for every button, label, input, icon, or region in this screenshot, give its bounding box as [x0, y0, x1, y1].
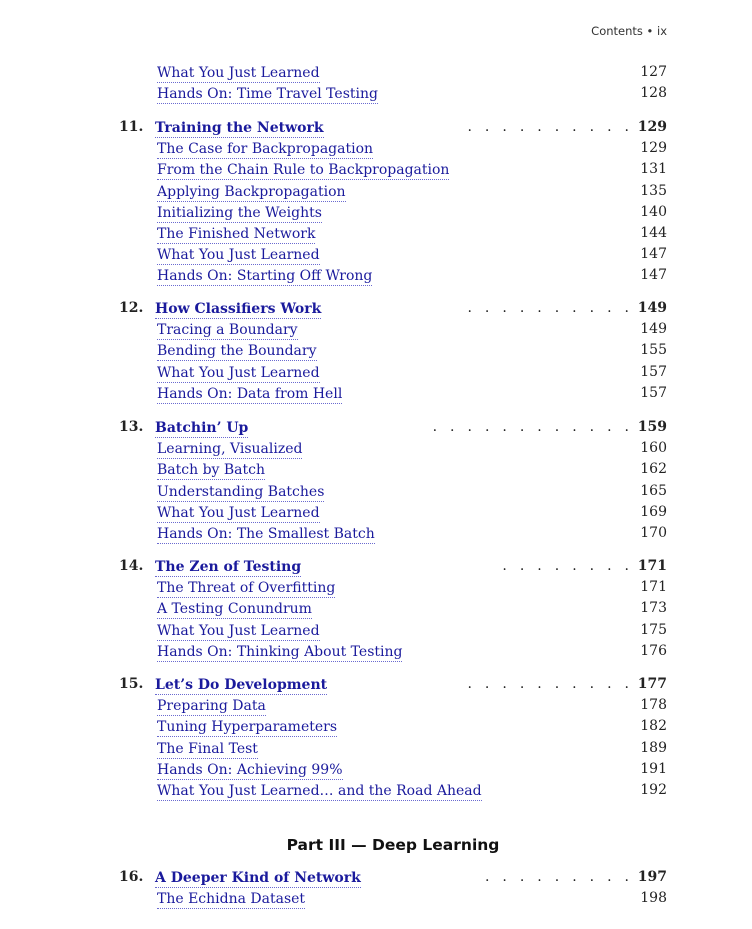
- section-title-link[interactable]: Hands On: The Smallest Batch: [157, 525, 375, 542]
- section-entry[interactable]: [0, 579, 752, 600]
- section-title-link[interactable]: The Finished Network: [157, 225, 316, 242]
- section-entry[interactable]: [0, 267, 752, 288]
- section-title-link[interactable]: What You Just Learned: [157, 622, 320, 639]
- section-entry[interactable]: [0, 643, 752, 664]
- section-page-number: 147: [640, 267, 667, 284]
- chapter-entry[interactable]: [0, 869, 752, 890]
- section-entry[interactable]: [0, 504, 752, 525]
- section-entry[interactable]: [0, 225, 752, 246]
- dot-leader: ..........: [467, 300, 642, 316]
- dot-leader: ..........: [467, 119, 642, 135]
- section-page-number: 157: [640, 363, 667, 380]
- section-page-number: 173: [640, 600, 667, 617]
- section-page-number: 175: [640, 621, 667, 638]
- section-title-link[interactable]: What You Just Learned: [157, 504, 320, 521]
- part-heading: Part III — Deep Learning: [286, 836, 500, 854]
- section-entry[interactable]: [0, 890, 752, 911]
- chapter-group: [0, 419, 752, 546]
- chapter-entry[interactable]: [0, 119, 752, 140]
- section-entry[interactable]: [0, 321, 752, 342]
- section-page-number: 149: [640, 321, 667, 338]
- section-title-link[interactable]: Tracing a Boundary: [157, 322, 298, 339]
- section-page-number: 182: [640, 718, 667, 735]
- section-title-link[interactable]: The Case for Backpropagation: [157, 141, 374, 158]
- dot-leader: ..........: [467, 676, 642, 692]
- section-page-number: 178: [640, 697, 667, 714]
- section-entry[interactable]: [0, 461, 752, 482]
- chapter-title-link[interactable]: Let’s Do Development: [155, 677, 328, 693]
- section-page-number: 160: [640, 440, 667, 457]
- section-page-number: 144: [640, 224, 667, 241]
- chapter-page-number: 149: [637, 300, 667, 316]
- section-page-number: 128: [640, 85, 667, 102]
- section-title-link[interactable]: Hands On: Achieving 99%: [157, 761, 343, 778]
- chapter-title-link[interactable]: Batchin’ Up: [155, 420, 249, 436]
- chapter-group: [0, 558, 752, 664]
- section-title-link[interactable]: From the Chain Rule to Backpropagation: [157, 162, 450, 179]
- section-page-number: 127: [640, 64, 667, 80]
- chapter-number: 15.: [119, 676, 144, 692]
- section-page-number: 162: [640, 461, 667, 478]
- section-title-link[interactable]: What You Just Learned: [157, 364, 320, 381]
- section-title-link[interactable]: Bending the Boundary: [157, 343, 317, 360]
- section-title-link[interactable]: Tuning Hyperparameters: [157, 719, 338, 736]
- chapter-number: 12.: [119, 300, 144, 316]
- chapter-group: [0, 119, 752, 289]
- section-page-number: 192: [640, 781, 667, 798]
- chapter-group: [0, 676, 752, 803]
- continued-section-list: [0, 64, 752, 106]
- section-title-link[interactable]: Understanding Batches: [157, 483, 325, 500]
- section-title-link[interactable]: Learning, Visualized: [157, 441, 303, 458]
- section-entry[interactable]: [0, 718, 752, 739]
- section-entry[interactable]: [0, 85, 752, 106]
- section-page-number: 189: [640, 739, 667, 756]
- section-page-number: 171: [640, 579, 667, 596]
- section-title-link[interactable]: Initializing the Weights: [157, 204, 322, 221]
- section-entry[interactable]: [0, 600, 752, 621]
- section-page-number: 129: [640, 140, 667, 157]
- section-page-number: 170: [640, 524, 667, 541]
- section-entry[interactable]: [0, 204, 752, 225]
- section-title-link[interactable]: Hands On: Starting Off Wrong: [157, 268, 373, 285]
- dot-leader: .........: [484, 869, 642, 885]
- section-page-number: 191: [640, 760, 667, 777]
- chapter-number: 14.: [119, 558, 144, 574]
- chapter-page-number: 171: [637, 558, 667, 574]
- section-page-number: 155: [640, 342, 667, 359]
- chapter-title-link[interactable]: Training the Network: [155, 120, 324, 136]
- section-entry[interactable]: [0, 622, 752, 643]
- chapter-entry[interactable]: [0, 558, 752, 579]
- section-title-link[interactable]: What You Just Learned… and the Road Ahead: [157, 782, 482, 799]
- chapter-page-number: 159: [637, 419, 667, 435]
- section-title-link[interactable]: Preparing Data: [157, 698, 266, 715]
- section-page-number: 165: [640, 482, 667, 499]
- section-title-link[interactable]: What You Just Learned: [157, 247, 320, 264]
- section-page-number: 157: [640, 384, 667, 401]
- chapter-number: 11.: [119, 119, 144, 135]
- section-page-number: 198: [640, 890, 667, 907]
- section-title-link[interactable]: The Threat of Overfitting: [157, 580, 336, 597]
- section-title-link[interactable]: A Testing Conundrum: [157, 601, 312, 618]
- section-entry[interactable]: [0, 385, 752, 406]
- chapter-page-number: 177: [637, 676, 667, 692]
- chapter-title-link[interactable]: A Deeper Kind of Network: [155, 870, 361, 886]
- section-title-link[interactable]: Hands On: Data from Hell: [157, 385, 343, 402]
- chapter-entry[interactable]: [0, 419, 752, 440]
- section-entry[interactable]: [0, 342, 752, 363]
- section-title-link[interactable]: Batch by Batch: [157, 462, 266, 479]
- section-title-link[interactable]: What You Just Learned: [157, 65, 320, 81]
- section-entry[interactable]: [0, 161, 752, 182]
- chapter-group: [0, 869, 752, 911]
- chapter-entry[interactable]: [0, 300, 752, 321]
- chapter-title-link[interactable]: How Classifiers Work: [155, 301, 322, 317]
- section-page-number: 131: [640, 161, 667, 178]
- chapter-title-link[interactable]: The Zen of Testing: [155, 559, 302, 575]
- section-title-link[interactable]: The Echidna Dataset: [157, 891, 306, 908]
- section-entry[interactable]: [0, 697, 752, 718]
- section-page-number: 135: [640, 182, 667, 199]
- chapter-page-number: 129: [637, 119, 667, 135]
- chapter-number: 16.: [119, 869, 144, 885]
- section-entry[interactable]: [0, 483, 752, 504]
- section-page-number: 176: [640, 642, 667, 659]
- section-entry[interactable]: [0, 782, 752, 803]
- chapter-number: 13.: [119, 419, 144, 435]
- dot-leader: ........: [502, 558, 642, 574]
- chapter-page-number: 197: [637, 869, 667, 885]
- section-title-link[interactable]: Hands On: Time Travel Testing: [157, 86, 378, 103]
- chapter-entry[interactable]: [0, 676, 752, 697]
- section-entry[interactable]: [0, 440, 752, 461]
- section-entry[interactable]: [0, 740, 752, 761]
- chapter-group: [0, 300, 752, 406]
- dot-leader: ............: [432, 419, 642, 435]
- section-entry[interactable]: [0, 761, 752, 782]
- section-entry[interactable]: [0, 140, 752, 161]
- section-entry[interactable]: [0, 246, 752, 267]
- running-header: Contents • ix: [591, 24, 667, 38]
- section-title-link[interactable]: Hands On: Thinking About Testing: [157, 643, 403, 660]
- section-page-number: 147: [640, 246, 667, 263]
- section-entry[interactable]: [0, 364, 752, 385]
- section-entry[interactable]: [0, 64, 752, 85]
- section-title-link[interactable]: Applying Backpropagation: [157, 183, 346, 200]
- section-page-number: 140: [640, 203, 667, 220]
- section-entry[interactable]: [0, 183, 752, 204]
- section-page-number: 169: [640, 503, 667, 520]
- section-title-link[interactable]: The Final Test: [157, 740, 258, 757]
- section-entry[interactable]: [0, 525, 752, 546]
